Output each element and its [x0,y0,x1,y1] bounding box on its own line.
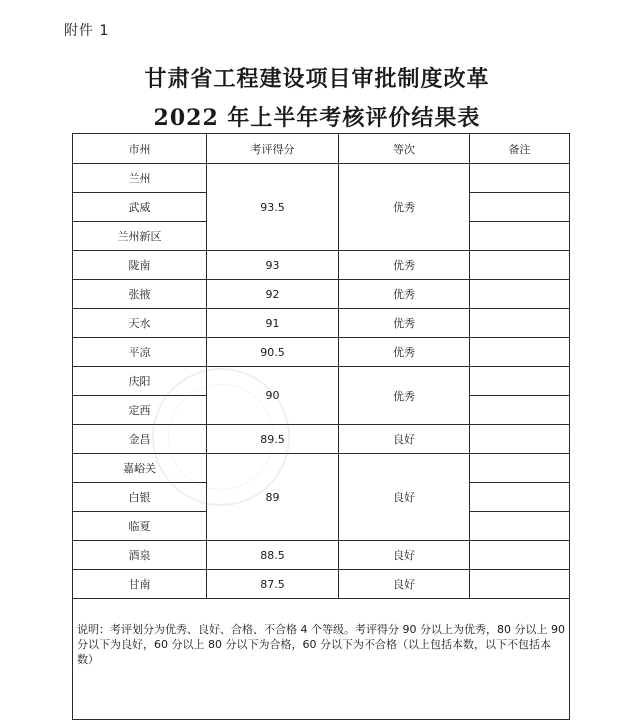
header-grade: 等次 [339,134,470,164]
score-cell: 89.5 [207,425,339,454]
grade-cell: 优秀 [339,164,470,251]
table-row [73,454,570,483]
city-cell: 武威 [73,193,207,222]
remark-cell [470,541,570,570]
score-cell: 93 [207,251,339,280]
city-cell: 兰州 [73,164,207,193]
note-text: 说明：考评划分为优秀、良好、合格、不合格 4 个等级。考评得分 90 分以上为优秀，80 分以上 90 分以下为良好，60 分以上 80 分以下为合格，60 分以下为不合格（以上包括本数，以下不包括本数） [73,599,570,720]
grade-cell: 优秀 [339,367,470,425]
city-cell: 兰州新区 [73,222,207,251]
results-body [73,164,570,599]
attachment-label: 附件 1 [64,23,110,39]
city-cell: 酒泉 [73,541,207,570]
grade-cell: 优秀 [339,280,470,309]
score-cell: 91 [207,309,339,338]
header-score: 考评得分 [207,134,339,164]
remark-cell [470,483,570,512]
remark-cell [470,193,570,222]
table-row [73,425,570,454]
table-row [73,570,570,599]
city-cell: 天水 [73,309,207,338]
city-cell: 嘉峪关 [73,454,207,483]
grade-cell: 优秀 [339,251,470,280]
score-cell: 87.5 [207,570,339,599]
remark-cell [470,570,570,599]
remark-cell [470,251,570,280]
remark-cell [470,222,570,251]
table-row [73,367,570,396]
city-cell: 张掖 [73,280,207,309]
table-row [73,251,570,280]
remark-cell [470,454,570,483]
grade-cell: 良好 [339,570,470,599]
score-cell: 89 [207,454,339,541]
note-row [73,599,570,720]
header-remark: 备注 [470,134,570,164]
remark-cell [470,280,570,309]
remark-cell [470,425,570,454]
grade-cell: 良好 [339,425,470,454]
table-row [73,280,570,309]
remark-cell [470,367,570,396]
grade-cell: 良好 [339,454,470,541]
grade-cell: 良好 [339,541,470,570]
grade-cell: 优秀 [339,338,470,367]
score-cell: 92 [207,280,339,309]
document-title-line2: 2022 年上半年考核评价结果表 [153,105,481,131]
score-cell: 93.5 [207,164,339,251]
city-cell: 白银 [73,483,207,512]
header-row [73,134,570,164]
city-cell: 平凉 [73,338,207,367]
table-row [73,541,570,570]
score-cell: 90 [207,367,339,425]
remark-cell [470,512,570,541]
city-cell: 陇南 [73,251,207,280]
score-cell: 88.5 [207,541,339,570]
remark-cell [470,338,570,367]
city-cell: 金昌 [73,425,207,454]
city-cell: 甘南 [73,570,207,599]
header-city: 市州 [73,134,207,164]
results-table [72,133,570,720]
table-row [73,338,570,367]
score-cell: 90.5 [207,338,339,367]
city-cell: 庆阳 [73,367,207,396]
grade-cell: 优秀 [339,309,470,338]
table-row [73,164,570,193]
city-cell: 临夏 [73,512,207,541]
city-cell: 定西 [73,396,207,425]
remark-cell [470,309,570,338]
document-title-line1: 甘肃省工程建设项目审批制度改革 [144,66,490,92]
remark-cell [470,164,570,193]
table-row [73,309,570,338]
remark-cell [470,396,570,425]
